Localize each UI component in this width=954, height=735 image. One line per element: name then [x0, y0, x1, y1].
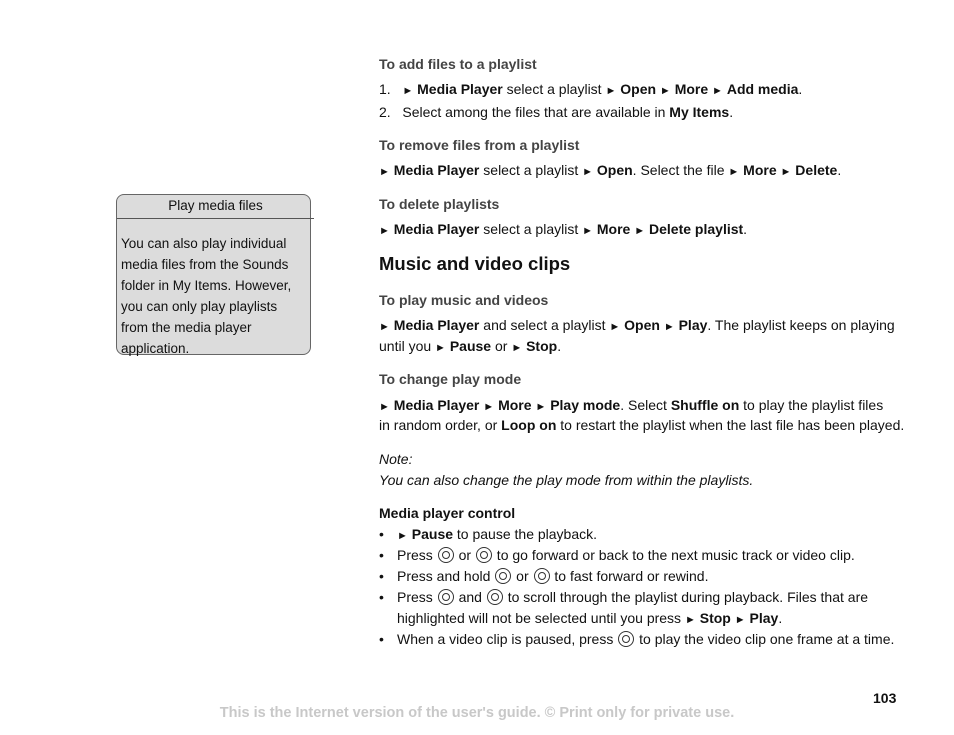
page-number: 103 [873, 690, 897, 706]
nav-right-icon [438, 547, 454, 563]
delete-instructions: ► Media Player select a playlist ► More ► Delete playlist. [379, 221, 748, 237]
add-step-2: 2. Select among the files that are available in My Items. [379, 104, 734, 120]
arrow-icon: ► [728, 166, 740, 178]
note-box-title: Play media files [117, 195, 314, 219]
heading-add-files: To add files to a playlist [379, 56, 537, 72]
step-number: 2. [379, 104, 391, 120]
heading-remove-files: To remove files from a playlist [379, 137, 580, 153]
nav-down-icon [487, 589, 503, 605]
note-text: You can also change the play mode from within the playlists. [379, 472, 754, 488]
arrow-icon: ► [582, 166, 593, 178]
heading-play-music: To play music and videos [379, 292, 549, 308]
arrow-icon: ► [511, 342, 523, 354]
arrow-icon: ► [402, 85, 414, 97]
nav-left-icon [476, 547, 492, 563]
heading-media-control: Media player control [379, 505, 516, 521]
arrow-icon: ► [379, 401, 390, 413]
arrow-icon: ► [659, 85, 671, 97]
arrow-icon: ► [663, 321, 675, 333]
mode-instructions-line-2: in random order, or Loop on to restart the playlist when the last file has been played. [379, 417, 905, 433]
arrow-icon: ► [734, 614, 746, 626]
arrow-icon: ► [684, 614, 696, 626]
note-box [116, 194, 311, 355]
note-box-body: You can also play individual media files from the Sounds folder in My Items. However, you can only play playlists from the media player application. [121, 236, 292, 356]
arrow-icon: ► [634, 225, 646, 237]
nav-right-icon [495, 568, 511, 584]
arrow-icon: ► [605, 85, 617, 97]
play-instructions-line-2: until you ► Pause or ► Stop. [379, 338, 562, 354]
arrow-icon: ► [397, 530, 408, 542]
nav-left-icon [534, 568, 550, 584]
add-step-1: 1. ► Media Player select a playlist ► Open ► More ► Add media. [379, 81, 803, 97]
nav-down-icon [618, 631, 634, 647]
arrow-icon: ► [712, 85, 723, 97]
arrow-icon: ► [535, 401, 547, 413]
heading-play-mode: To change play mode [379, 371, 522, 387]
footer-disclaimer: This is the Internet version of the user's guide. © Print only for private use. [219, 705, 735, 721]
mode-instructions-line-1: ► Media Player ► More ► Play mode. Select Shuffle on to play the playlist files [379, 397, 884, 413]
heading-delete-playlists: To delete playlists [379, 196, 500, 212]
arrow-icon: ► [379, 321, 390, 333]
remove-instructions: ► Media Player select a playlist ► Open. Select the file ► More ► Delete. [379, 162, 842, 178]
arrow-icon: ► [780, 166, 792, 178]
nav-up-icon [438, 589, 454, 605]
arrow-icon: ► [483, 401, 495, 413]
arrow-icon: ► [609, 321, 621, 333]
arrow-icon: ► [435, 342, 446, 354]
step-number: 1. [379, 81, 391, 97]
section-title: Music and video clips [379, 253, 571, 274]
play-instructions-line-1: ► Media Player and select a playlist ► Open ► Play. The playlist keeps on playing [379, 317, 895, 333]
arrow-icon: ► [582, 225, 593, 237]
note-label: Note: [379, 451, 413, 467]
arrow-icon: ► [379, 166, 390, 178]
arrow-icon: ► [379, 225, 390, 237]
